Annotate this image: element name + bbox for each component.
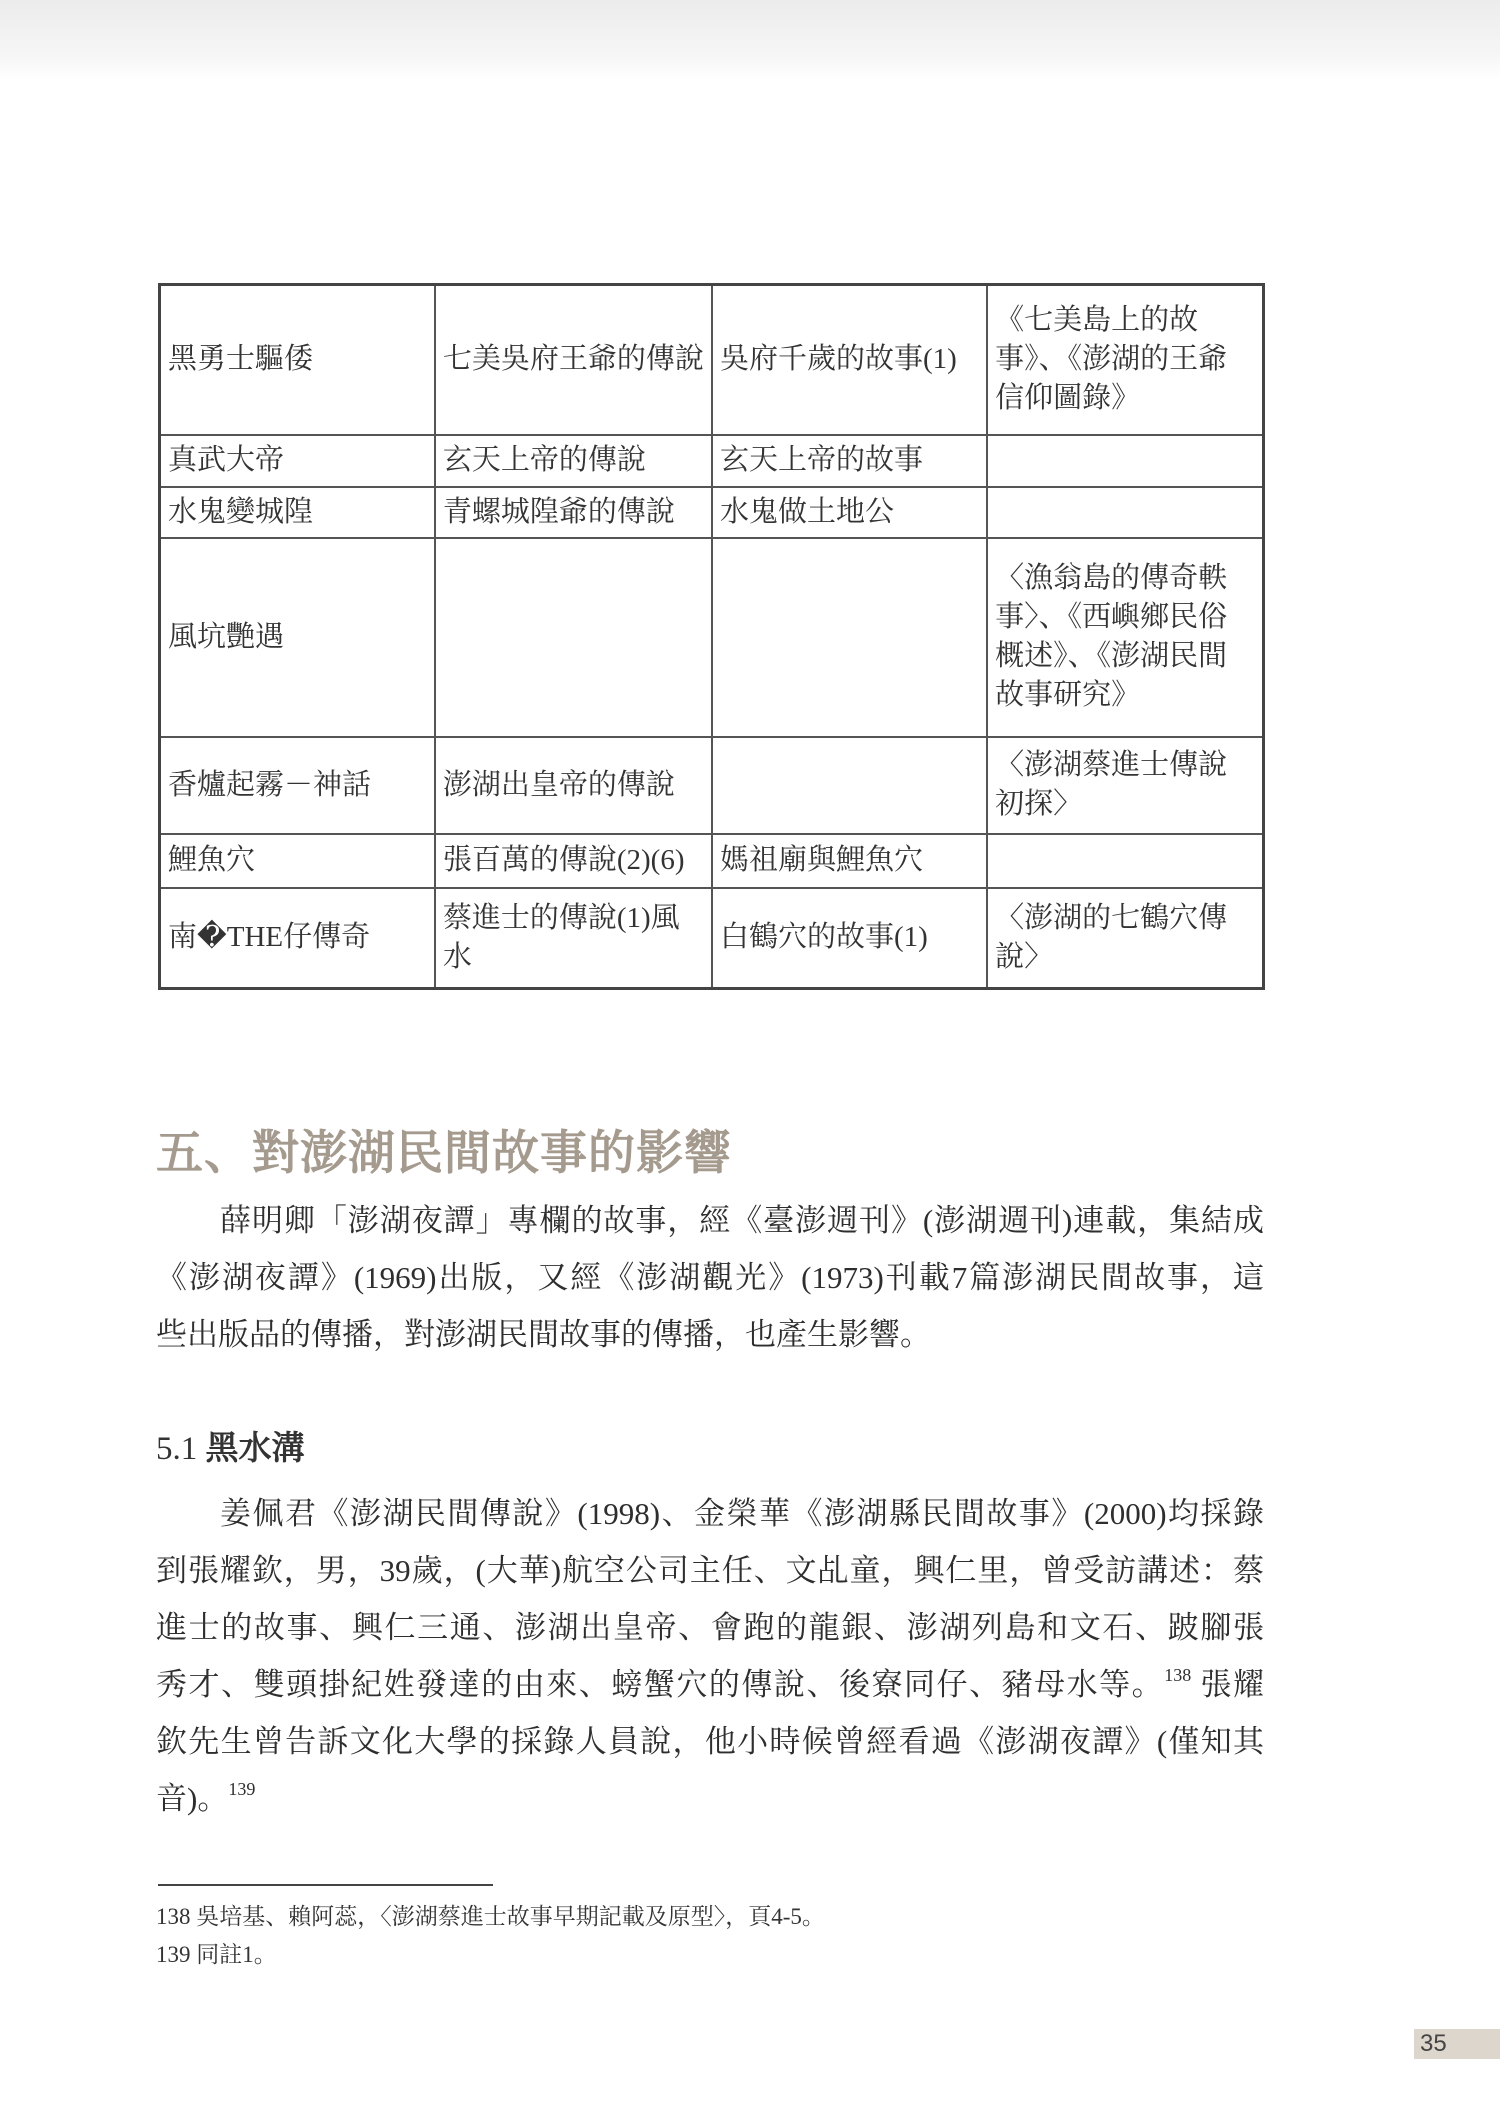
table-cell: 玄天上帝的故事 [712,435,987,487]
footnote-divider [158,1884,493,1886]
paragraph-line: 欽先生曾告訴文化大學的採錄人員說，他小時候曾經看過《澎湖夜譚》(僅知其 [156,1724,1264,1759]
paragraph-line: 《澎湖夜譚》(1969)出版，又經《澎湖觀光》(1973)刊載7篇澎湖民間故事，這 [156,1260,1264,1295]
table-cell: 吳府千歲的故事(1) [712,285,987,435]
table-cell: 黑勇士驅倭 [160,285,435,435]
table-cell [987,834,1263,888]
paragraph-line: 薛明卿「澎湖夜譚」專欄的故事，經《臺澎週刊》(澎湖週刊)連載，集結成 [220,1203,1264,1238]
table-cell: 張百萬的傳說(2)(6) [435,834,712,888]
table-row [160,834,1264,888]
table-row [160,435,1264,487]
table-cell [987,435,1263,487]
table-row [160,487,1264,538]
table-row [160,538,1264,737]
table-cell: 蔡進士的傳說(1)風水 [435,888,712,989]
table-cell: 水鬼做土地公 [712,487,987,538]
table-cell: 鯉魚穴 [160,834,435,888]
paragraph-line: 些出版品的傳播，對澎湖民間故事的傳播，也產生影響。 [156,1317,931,1352]
table-row [160,888,1264,989]
scan-top-band [0,0,1500,80]
table-cell: 香爐起霧－神話 [160,737,435,834]
table-cell: 《七美島上的故事》、《澎湖的王爺信仰圖錄》 [987,285,1263,435]
table-cell: 風坑艷遇 [160,538,435,737]
table-row [160,285,1264,435]
table-cell: 白鶴穴的故事(1) [712,888,987,989]
table-cell: 青螺城隍爺的傳說 [435,487,712,538]
table-cell: 玄天上帝的傳說 [435,435,712,487]
page-number: 35 [1414,2029,1500,2059]
line-tail: 張耀 [1200,1667,1265,1702]
subsection-heading [156,1422,305,1469]
story-comparison-table [158,283,1265,990]
line-text: 秀才、雙頭掛紀姓發達的由來、螃蟹穴的傳說、後寮同仔、豬母水等。 [156,1667,1165,1702]
table-cell: 澎湖出皇帝的傳說 [435,737,712,834]
table-cell [712,538,987,737]
footnote-ref-139[interactable]: 139 [228,1779,256,1799]
footnote-139: 139 同註1。 [156,1942,277,1967]
paragraph-line [156,1659,1264,1704]
table-row [160,737,1264,834]
table-cell: 媽祖廟與鯉魚穴 [712,834,987,888]
paragraph-line: 到張耀欽，男，39歲，(大華)航空公司主任、文乩童，興仁里，曾受訪講述：蔡 [156,1553,1264,1588]
table-cell: 真武大帝 [160,435,435,487]
section-heading: 五、對澎湖民間故事的影響 [156,1126,732,1179]
subsection-title: 黑水溝 [205,1429,305,1466]
table-cell: 〈澎湖的七鶴穴傳說〉 [987,888,1263,989]
table-cell [987,487,1263,538]
footnote-138: 138 吳培基、賴阿蕊，〈澎湖蔡進士故事早期記載及原型〉，頁4-5。 [156,1904,825,1929]
table-cell [712,737,987,834]
paragraph-line: 進士的故事、興仁三通、澎湖出皇帝、會跑的龍銀、澎湖列島和文石、跛腳張 [156,1610,1264,1645]
paragraph-line [156,1773,1264,1818]
table-cell: 南�THE仔傳奇 [160,888,435,989]
table-cell [435,538,712,737]
paragraph-line: 姜佩君《澎湖民間傳說》(1998)、金榮華《澎湖縣民間故事》(2000)均採錄 [220,1496,1264,1531]
line-text: 音)。 [156,1781,229,1816]
table-cell: 〈漁翁島的傳奇軼事〉、《西嶼鄉民俗概述》、《澎湖民間故事研究》 [987,538,1263,737]
footnote-ref-138[interactable]: 138 [1164,1665,1192,1685]
subsection-number: 5.1 [156,1431,198,1467]
table-cell: 〈澎湖蔡進士傳說初探〉 [987,737,1263,834]
table-cell: 水鬼變城隍 [160,487,435,538]
table-cell: 七美吳府王爺的傳說 [435,285,712,435]
